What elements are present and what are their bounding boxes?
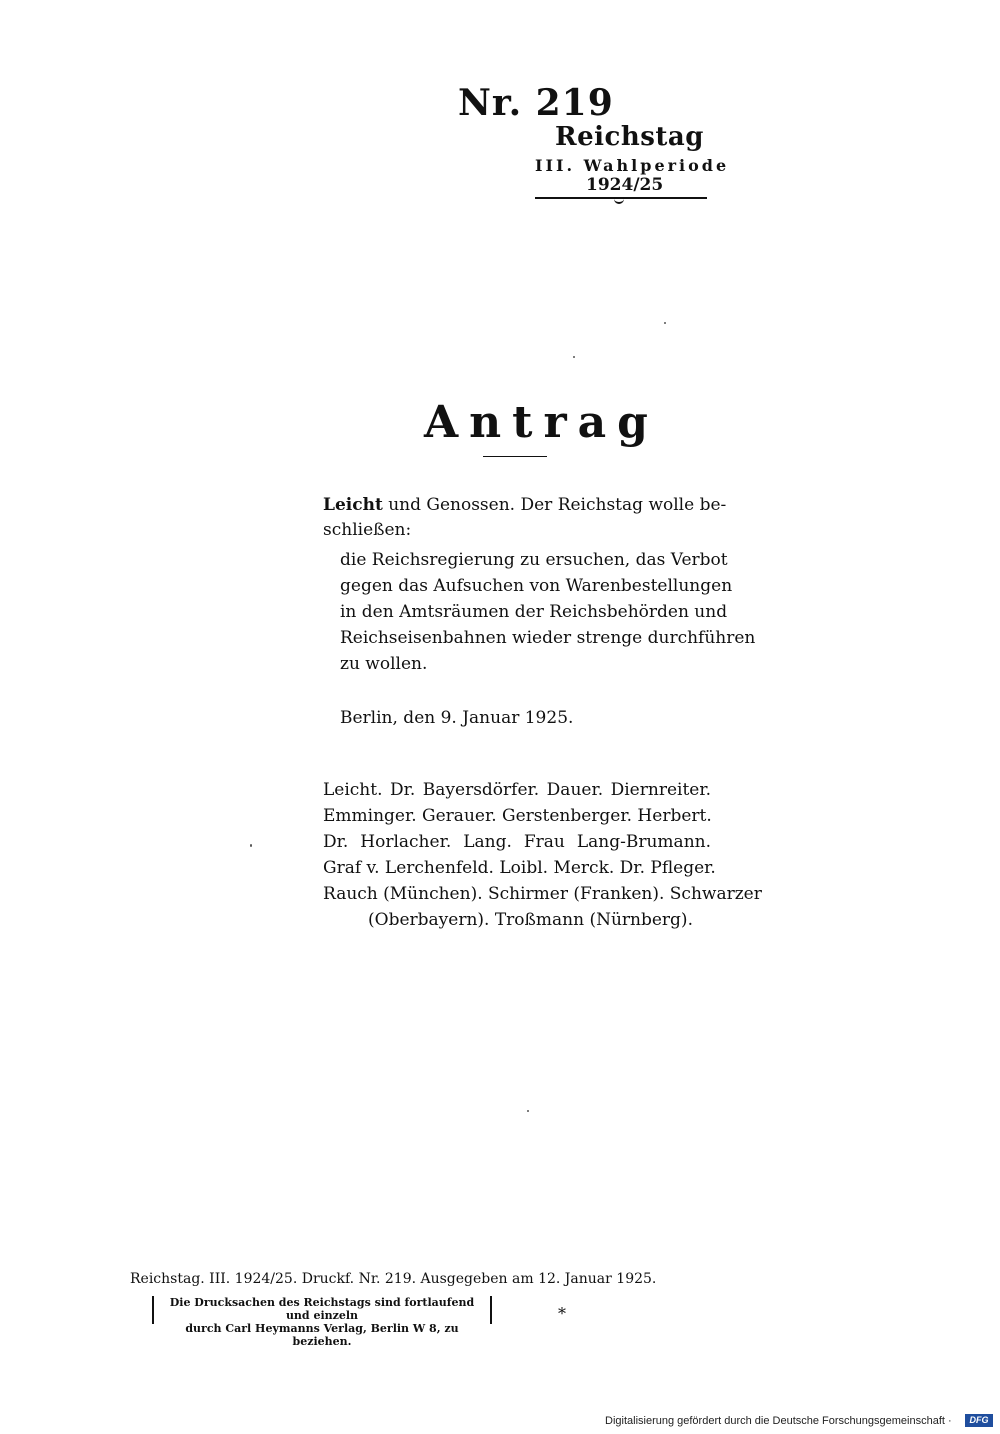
document-number: Nr. 219 [458, 82, 614, 124]
motion-line: die Reichsregierung zu ersuchen, das Verbot [340, 550, 728, 570]
document-title: Antrag [424, 397, 659, 448]
place-and-date: Berlin, den 9. Januar 1925. [340, 708, 574, 728]
header-divider-ornament [614, 196, 624, 204]
session-years: 1924/25 [586, 175, 664, 195]
signatory-line: (Oberbayern). Troßmann (Nürnberg). [368, 910, 693, 930]
signatory-line: Emminger. Gerauer. Gerstenberger. Herbert. [323, 806, 712, 826]
motion-line: Reichseisenbahnen wieder strenge durchführen [340, 628, 756, 648]
motion-line: in den Amtsräumen der Reichsbehörden und [340, 602, 728, 622]
scan-speck [527, 1110, 529, 1112]
digitization-credit: Digitalisierung gefördert durch die Deutsche Forschungsgemeinschaft · [605, 1415, 952, 1427]
signatory-line: Rauch (München). Schirmer (Franken). Schwarzer [323, 884, 762, 904]
motion-line: gegen das Aufsuchen von Warenbestellungen [340, 576, 733, 596]
footer-star-mark: * [558, 1304, 566, 1323]
intro-continuation: schließen: [323, 520, 412, 540]
footer-notice-box [152, 1296, 492, 1348]
motion-text [340, 550, 756, 680]
motion-line: zu wollen. [340, 654, 428, 674]
dfg-logo: DFG [965, 1414, 993, 1427]
parliament-name: Reichstag [555, 122, 704, 152]
footer-notice-line: durch Carl Heymanns Verlag, Berlin W 8, zu beziehen. [185, 1322, 459, 1348]
signatory-line: Leicht. Dr. Bayersdörfer. Dauer. Diernreiter. [323, 780, 711, 800]
scan-speck [573, 356, 575, 358]
signatories-list [323, 780, 762, 936]
scan-speck [250, 844, 252, 847]
footer-notice-line: Die Drucksachen des Reichstags sind fortlaufend und einzeln [169, 1296, 475, 1322]
signatory-line: Dr. Horlacher. Lang. Frau Lang-Brumann. [323, 832, 711, 852]
electoral-period: III. Wahlperiode [535, 156, 730, 175]
signatory-line: Graf v. Lerchenfeld. Loibl. Merck. Dr. Pfleger. [323, 858, 716, 878]
intro-paragraph [323, 495, 727, 515]
footer-citation: Reichstag. III. 1924/25. Druckf. Nr. 219. Ausgegeben am 12. Januar 1925. [130, 1271, 657, 1287]
title-divider [483, 456, 547, 457]
scan-speck [664, 322, 666, 324]
proposer-name: Leicht [323, 495, 383, 515]
intro-text: und Genossen. Der Reichstag wolle be- [382, 495, 727, 515]
